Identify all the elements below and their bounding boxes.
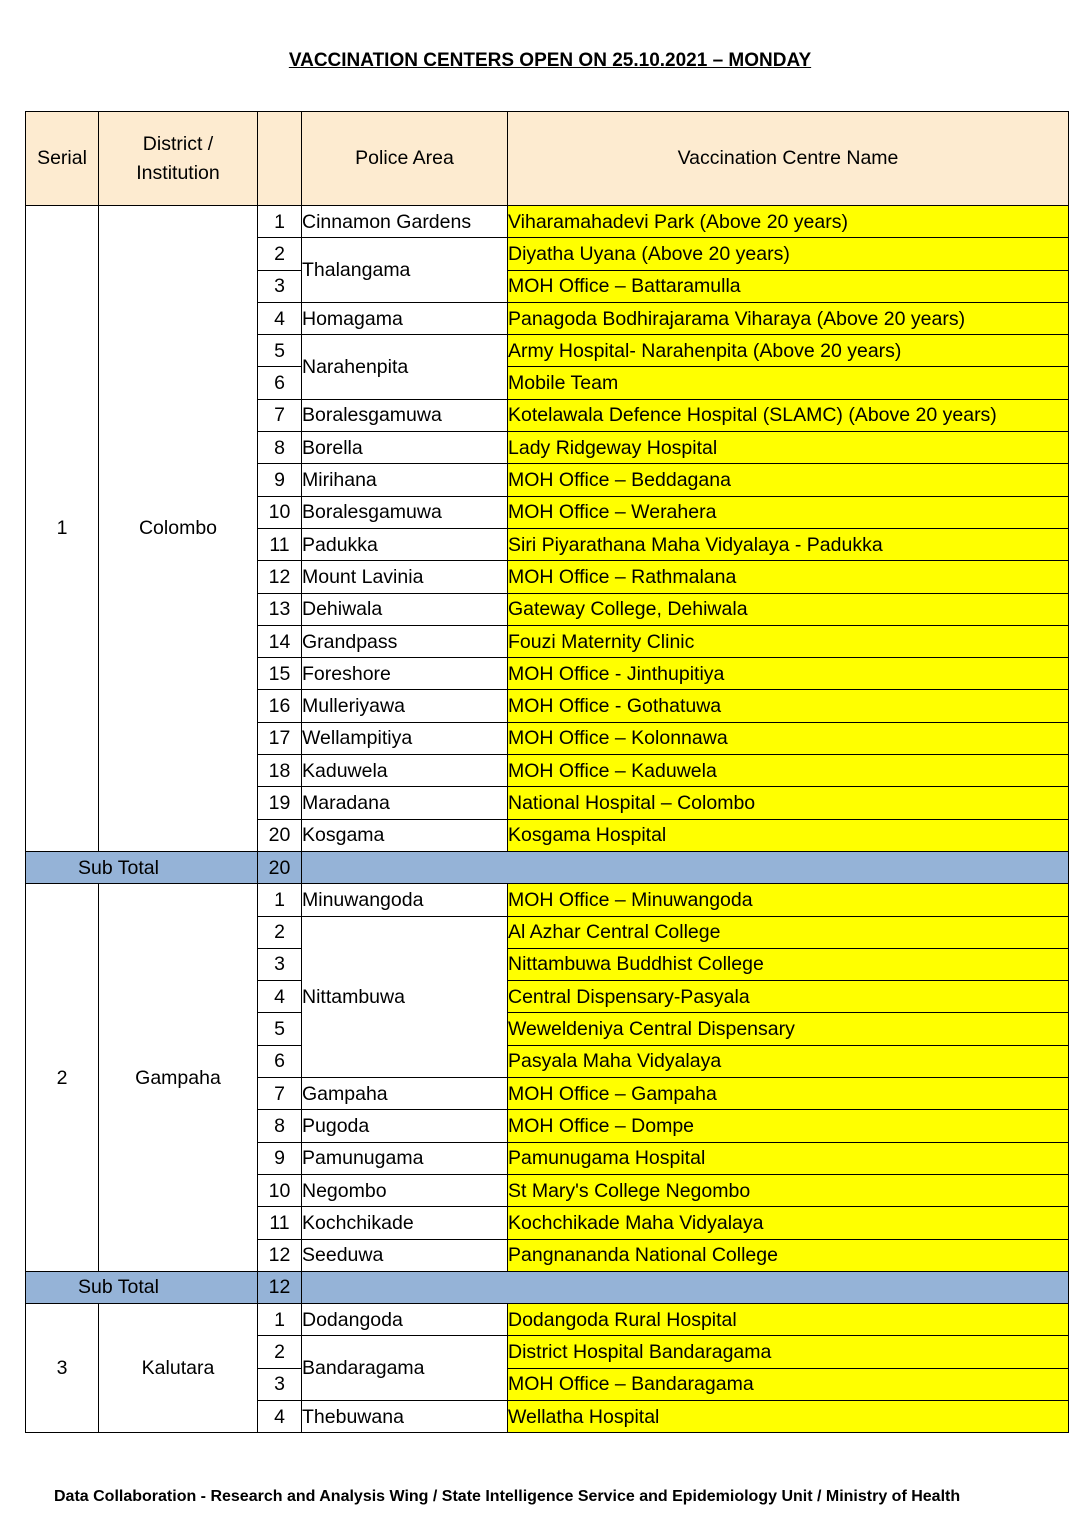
footer-credit: Data Collaboration - Research and Analysis Wing / State Intelligence Service and Epidemiology Unit / Ministry of Health [54, 1488, 961, 1505]
centre-name-cell: Kotelawala Defence Hospital (SLAMC) (Above 20 years) [508, 399, 1069, 431]
centre-name-cell: Gateway College, Dehiwala [508, 593, 1069, 625]
centre-name-cell: Weweldeniya Central Dispensary [508, 1013, 1069, 1045]
centre-name-cell: Army Hospital- Narahenpita (Above 20 years) [508, 335, 1069, 367]
row-number-cell: 3 [258, 1368, 302, 1400]
centre-name-cell: Al Azhar Central College [508, 916, 1069, 948]
subtotal-row [26, 1271, 1069, 1303]
centre-name-cell: St Mary's College Negombo [508, 1174, 1069, 1206]
row-number-cell: 7 [258, 1078, 302, 1110]
police-area-cell: Homagama [302, 302, 508, 334]
police-area-cell: Seeduwa [302, 1239, 508, 1271]
header-number [258, 112, 302, 206]
row-number-cell: 8 [258, 432, 302, 464]
centre-name-cell: Pamunugama Hospital [508, 1142, 1069, 1174]
subtotal-label: Sub Total [26, 851, 258, 883]
header-serial: Serial [26, 112, 99, 206]
police-area-cell: Grandpass [302, 625, 508, 657]
police-area-cell: Gampaha [302, 1078, 508, 1110]
row-number-cell: 2 [258, 1336, 302, 1368]
row-number-cell: 3 [258, 948, 302, 980]
table-row [26, 206, 1069, 238]
row-number-cell: 13 [258, 593, 302, 625]
row-number-cell: 15 [258, 658, 302, 690]
centre-name-cell: Nittambuwa Buddhist College [508, 948, 1069, 980]
centre-name-cell: MOH Office – Beddagana [508, 464, 1069, 496]
row-number-cell: 16 [258, 690, 302, 722]
centre-name-cell: MOH Office – Werahera [508, 496, 1069, 528]
police-area-cell: Thalangama [302, 238, 508, 303]
police-area-cell: Mirihana [302, 464, 508, 496]
police-area-cell: Negombo [302, 1174, 508, 1206]
police-area-cell: Bandaragama [302, 1336, 508, 1401]
row-number-cell: 2 [258, 916, 302, 948]
subtotal-blank-cell [302, 1271, 1069, 1303]
row-number-cell: 14 [258, 625, 302, 657]
centre-name-cell: Mobile Team [508, 367, 1069, 399]
centre-name-cell: Dodangoda Rural Hospital [508, 1304, 1069, 1336]
header-district-line2: Institution [136, 161, 220, 184]
header-district [99, 112, 258, 206]
police-area-cell: Dehiwala [302, 593, 508, 625]
centre-name-cell: Pasyala Maha Vidyalaya [508, 1045, 1069, 1077]
subtotal-row [26, 851, 1069, 883]
row-number-cell: 7 [258, 399, 302, 431]
row-number-cell: 4 [258, 981, 302, 1013]
subtotal-label: Sub Total [26, 1271, 258, 1303]
row-number-cell: 11 [258, 528, 302, 560]
row-number-cell: 5 [258, 335, 302, 367]
row-number-cell: 6 [258, 1045, 302, 1077]
centre-name-cell: Diyatha Uyana (Above 20 years) [508, 238, 1069, 270]
page-title: VACCINATION CENTERS OPEN ON 25.10.2021 – MONDAY [288, 50, 812, 71]
district-cell: Colombo [99, 206, 258, 852]
row-number-cell: 8 [258, 1110, 302, 1142]
police-area-cell: Foreshore [302, 658, 508, 690]
police-area-cell: Minuwangoda [302, 884, 508, 916]
header-district-line1: District / [142, 132, 214, 155]
police-area-cell: Maradana [302, 787, 508, 819]
row-number-cell: 6 [258, 367, 302, 399]
centre-name-cell: MOH Office – Battaramulla [508, 270, 1069, 302]
police-area-cell: Wellampitiya [302, 722, 508, 754]
row-number-cell: 10 [258, 496, 302, 528]
table-header [26, 112, 1069, 206]
subtotal-value: 20 [258, 851, 302, 883]
centre-name-cell: MOH Office – Minuwangoda [508, 884, 1069, 916]
centre-name-cell: MOH Office – Dompe [508, 1110, 1069, 1142]
row-number-cell: 4 [258, 302, 302, 334]
centre-name-cell: Kochchikade Maha Vidyalaya [508, 1207, 1069, 1239]
table-body [26, 206, 1069, 1433]
row-number-cell: 4 [258, 1400, 302, 1432]
police-area-cell: Mulleriyawa [302, 690, 508, 722]
table-row [26, 884, 1069, 916]
row-number-cell: 9 [258, 464, 302, 496]
row-number-cell: 1 [258, 1304, 302, 1336]
centre-name-cell: District Hospital Bandaragama [508, 1336, 1069, 1368]
centre-name-cell: MOH Office – Kaduwela [508, 755, 1069, 787]
row-number-cell: 3 [258, 270, 302, 302]
row-number-cell: 9 [258, 1142, 302, 1174]
police-area-cell: Boralesgamuwa [302, 399, 508, 431]
row-number-cell: 12 [258, 561, 302, 593]
centre-name-cell: Kosgama Hospital [508, 819, 1069, 851]
centre-name-cell: MOH Office – Kolonnawa [508, 722, 1069, 754]
police-area-cell: Pugoda [302, 1110, 508, 1142]
centre-name-cell: Lady Ridgeway Hospital [508, 432, 1069, 464]
police-area-cell: Cinnamon Gardens [302, 206, 508, 238]
centre-name-cell: Central Dispensary-Pasyala [508, 981, 1069, 1013]
row-number-cell: 10 [258, 1174, 302, 1206]
police-area-cell: Nittambuwa [302, 916, 508, 1077]
row-number-cell: 19 [258, 787, 302, 819]
police-area-cell: Mount Lavinia [302, 561, 508, 593]
row-number-cell: 5 [258, 1013, 302, 1045]
header-centre-name: Vaccination Centre Name [508, 112, 1069, 206]
row-number-cell: 12 [258, 1239, 302, 1271]
row-number-cell: 1 [258, 206, 302, 238]
police-area-cell: Borella [302, 432, 508, 464]
centre-name-cell: MOH Office – Bandaragama [508, 1368, 1069, 1400]
police-area-cell: Padukka [302, 528, 508, 560]
centre-name-cell: Viharamahadevi Park (Above 20 years) [508, 206, 1069, 238]
centre-name-cell: Panagoda Bodhirajarama Viharaya (Above 20 years) [508, 302, 1069, 334]
table-row [26, 1304, 1069, 1336]
serial-cell: 3 [26, 1304, 99, 1433]
police-area-cell: Kochchikade [302, 1207, 508, 1239]
police-area-cell: Thebuwana [302, 1400, 508, 1432]
row-number-cell: 1 [258, 884, 302, 916]
centre-name-cell: Siri Piyarathana Maha Vidyalaya - Padukka [508, 528, 1069, 560]
subtotal-value: 12 [258, 1271, 302, 1303]
row-number-cell: 11 [258, 1207, 302, 1239]
centre-name-cell: National Hospital – Colombo [508, 787, 1069, 819]
row-number-cell: 17 [258, 722, 302, 754]
police-area-cell: Kaduwela [302, 755, 508, 787]
vaccination-centres-table [25, 111, 1069, 1433]
centre-name-cell: Pangnananda National College [508, 1239, 1069, 1271]
police-area-cell: Kosgama [302, 819, 508, 851]
serial-cell: 1 [26, 206, 99, 852]
centre-name-cell: Fouzi Maternity Clinic [508, 625, 1069, 657]
row-number-cell: 18 [258, 755, 302, 787]
centre-name-cell: MOH Office - Jinthupitiya [508, 658, 1069, 690]
centre-name-cell: Wellatha Hospital [508, 1400, 1069, 1432]
police-area-cell: Boralesgamuwa [302, 496, 508, 528]
police-area-cell: Narahenpita [302, 335, 508, 400]
police-area-cell: Dodangoda [302, 1304, 508, 1336]
centre-name-cell: MOH Office - Gothatuwa [508, 690, 1069, 722]
row-number-cell: 20 [258, 819, 302, 851]
centre-name-cell: MOH Office – Rathmalana [508, 561, 1069, 593]
district-cell: Kalutara [99, 1304, 258, 1433]
police-area-cell: Pamunugama [302, 1142, 508, 1174]
serial-cell: 2 [26, 884, 99, 1272]
header-police-area: Police Area [302, 112, 508, 206]
district-cell: Gampaha [99, 884, 258, 1272]
centre-name-cell: MOH Office – Gampaha [508, 1078, 1069, 1110]
row-number-cell: 2 [258, 238, 302, 270]
subtotal-blank-cell [302, 851, 1069, 883]
